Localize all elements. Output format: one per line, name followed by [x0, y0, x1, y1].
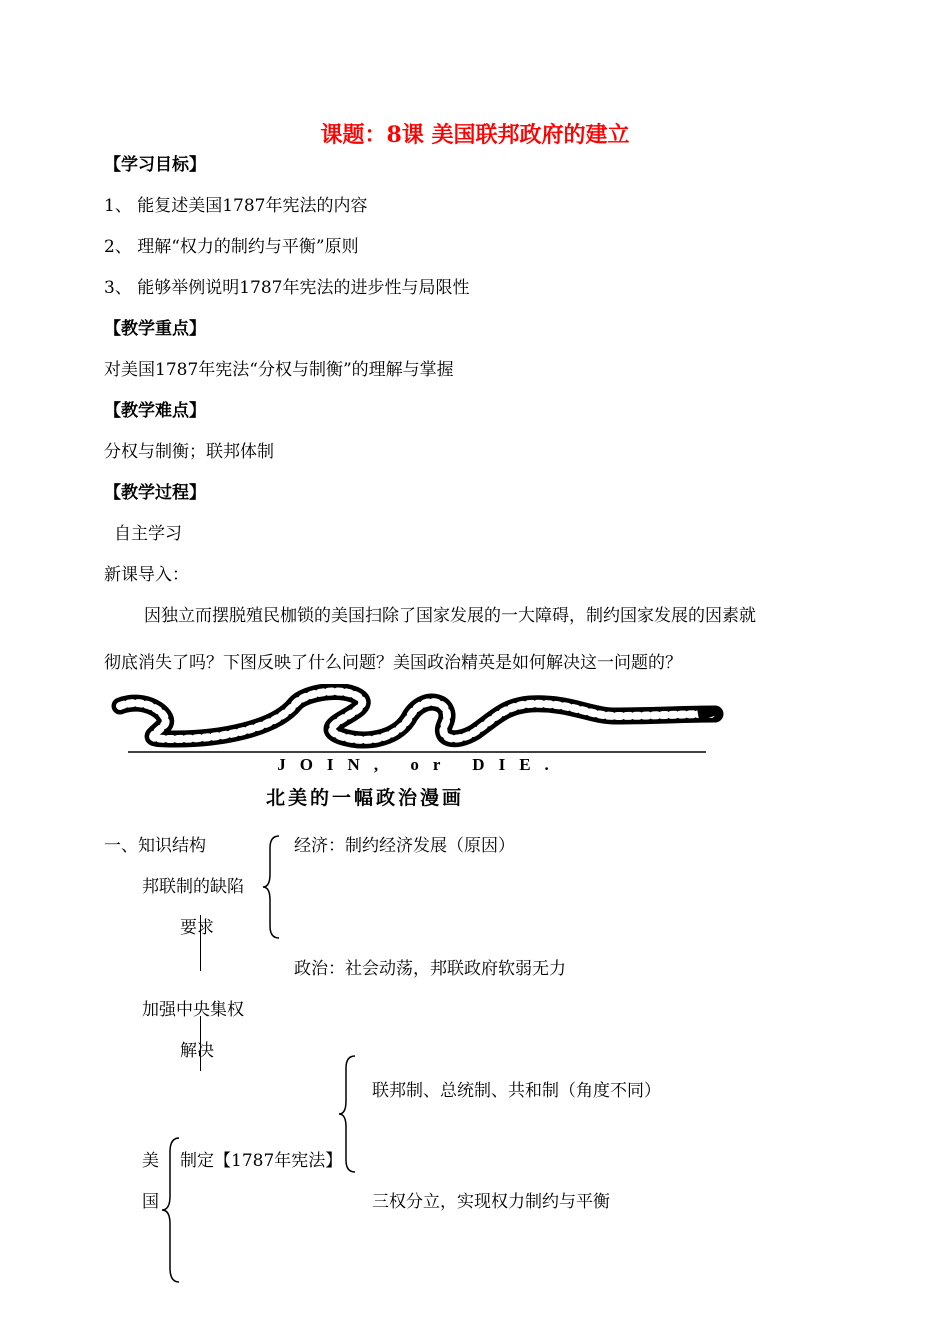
objectives-heading: 【学习目标】 — [104, 155, 206, 175]
intro-paragraph-line-1: 因独立而摆脱殖民枷锁的美国扫除了国家发展的一大障碍，制约国家发展的因素就 — [144, 606, 756, 626]
constitution-feature-1: 联邦制、总统制、共和制（角度不同） — [372, 1081, 661, 1101]
brace-usa — [160, 1136, 182, 1284]
snake-icon — [120, 691, 722, 739]
connector-line-solve — [200, 1016, 201, 1071]
intro-paragraph-line-2: 彻底消失了吗？下图反映了什么问题？美国政治精英是如何解决这一问题的？ — [104, 653, 682, 673]
objective-item-3: 3、 能够举例说明1787年宪法的进步性与局限性 — [104, 278, 470, 298]
require-label: 要求 — [180, 918, 214, 938]
constitution-feature-2: 三权分立，实现权力制约与平衡 — [372, 1192, 610, 1212]
objective-item-2: 2、 理解“权力的制约与平衡”原则 — [104, 237, 359, 257]
politics-branch: 政治：社会动荡，邦联政府软弱无力 — [294, 959, 566, 979]
intro-label: 新课导入： — [104, 565, 189, 585]
process-heading: 【教学过程】 — [104, 483, 206, 503]
usa-label-1: 美 — [142, 1151, 159, 1171]
confederation-defects-label: 邦联制的缺陷 — [142, 877, 244, 897]
difficulties-heading: 【教学难点】 — [104, 401, 206, 421]
enact-constitution-label: 制定【1787年宪法】 — [180, 1151, 343, 1171]
page-title: 课题：8课 美国联邦政府的建立 — [320, 122, 630, 148]
objective-item-1: 1、 能复述美国1787年宪法的内容 — [104, 196, 368, 216]
economy-branch: 经济：制约经济发展（原因） — [294, 836, 515, 856]
join-or-die-cartoon — [110, 684, 730, 814]
key-points-text: 对美国1787年宪法“分权与制衡”的理解与掌握 — [104, 360, 454, 380]
key-points-heading: 【教学重点】 — [104, 319, 206, 339]
solve-label: 解决 — [180, 1041, 214, 1061]
self-study-label: 自主学习 — [114, 524, 182, 544]
cartoon-motto: JOIN, or DIE. — [277, 755, 563, 774]
difficulties-text: 分权与制衡；联邦体制 — [104, 442, 274, 462]
cartoon-caption: 北美的一幅政治漫画 — [265, 787, 465, 809]
brace-defects — [262, 834, 282, 940]
brace-constitution — [338, 1054, 358, 1174]
usa-label-2: 国 — [142, 1192, 159, 1212]
connector-line-require — [200, 915, 201, 971]
structure-heading: 一、知识结构 — [104, 836, 206, 856]
strengthen-central-power-label: 加强中央集权 — [142, 1000, 244, 1020]
